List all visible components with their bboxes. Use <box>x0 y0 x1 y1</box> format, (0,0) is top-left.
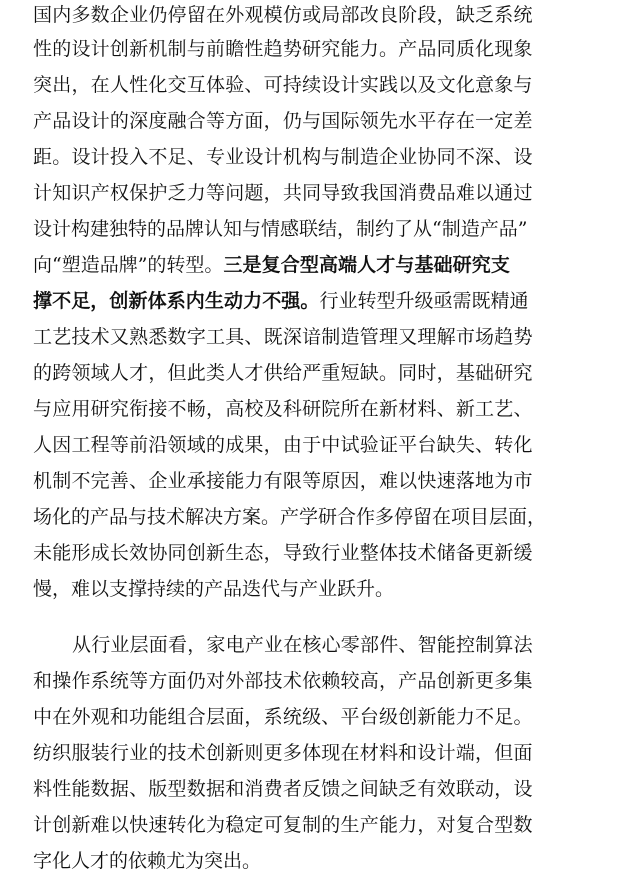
line8-bold-heading: 三是复合型高端人才与基础研究支 <box>223 254 510 276</box>
paragraph1-line-4: 产品设计的深度融合等方面，仍与国际领先水平存在一定差 <box>33 110 533 132</box>
paragraph1-line-2: 性的设计创新机制与前瞻性趋势研究能力。产品同质化现象 <box>33 38 533 60</box>
paragraph1-line-12: 与应用研究衔接不畅，高校及科研院所在新材料、新工艺、 <box>33 398 533 420</box>
paragraph1-line-13: 人因工程等前沿领域的成果，由于中试验证平台缺失、转化 <box>33 434 533 456</box>
paragraph1-line-6: 计知识产权保护乏力等问题，共同导致我国消费品难以通过 <box>33 182 533 204</box>
paragraph1-line-17: 慢，难以支撑持续的产品迭代与产业跃升。 <box>33 578 395 600</box>
paragraph2-line-2: 和操作系统等方面仍对外部技术依赖较高，产品创新更多集 <box>33 670 533 692</box>
paragraph1-line-3: 突出，在人性化交互体验、可持续设计实践以及文化意象与 <box>33 74 533 96</box>
paragraph2-line-3: 中在外观和功能组合层面，系统级、平台级创新能力不足。 <box>33 706 533 728</box>
paragraph1-line-10: 工艺技术又熟悉数字工具、既深谙制造管理又理解市场趋势 <box>33 326 533 348</box>
paragraph1-line-16: 未能形成长效协同创新生态，导致行业整体技术储备更新缓 <box>33 542 533 564</box>
paragraph1-line-15: 场化的产品与技术解决方案。产学研合作多停留在项目层面， <box>33 506 547 528</box>
paragraph1-line-11: 的跨领域人才，但此类人才供给严重短缺。同时，基础研究 <box>33 362 533 384</box>
paragraph1-line-1: 国内多数企业仍停留在外观模仿或局部改良阶段，缺乏系统 <box>33 4 533 26</box>
line9-bold-heading: 撑不足，创新体系内生动力不强。 <box>33 290 320 312</box>
paragraph2-line-7: 字化人才的依赖尤为突出。 <box>33 850 262 872</box>
paragraph2-line-6: 计创新难以快速转化为稳定可复制的生产能力，对复合型数 <box>33 814 533 836</box>
paragraph1-line-14: 机制不完善、企业承接能力有限等原因，难以快速落地为市 <box>33 470 533 492</box>
line8-normal-text: 向“塑造品牌”的转型。 <box>33 254 224 276</box>
paragraph2-line-5: 料性能数据、版型数据和消费者反馈之间缺乏有效联动，设 <box>33 778 533 800</box>
line9-normal-text: 行业转型升级亟需既精通 <box>319 290 529 312</box>
paragraph1-line-9 <box>33 286 529 316</box>
paragraph2-line-1: 从行业层面看，家电产业在核心零部件、智能控制算法 <box>72 634 533 656</box>
paragraph2-line-4: 纺织服装行业的技术创新则更多体现在材料和设计端，但面 <box>33 742 533 764</box>
paragraph1-line-8 <box>33 250 510 280</box>
paragraph1-line-7: 设计构建独特的品牌认知与情感联结，制约了从“制造产品” <box>33 218 528 240</box>
paragraph1-line-5: 距。设计投入不足、专业设计机构与制造企业协同不深、设 <box>33 146 533 168</box>
